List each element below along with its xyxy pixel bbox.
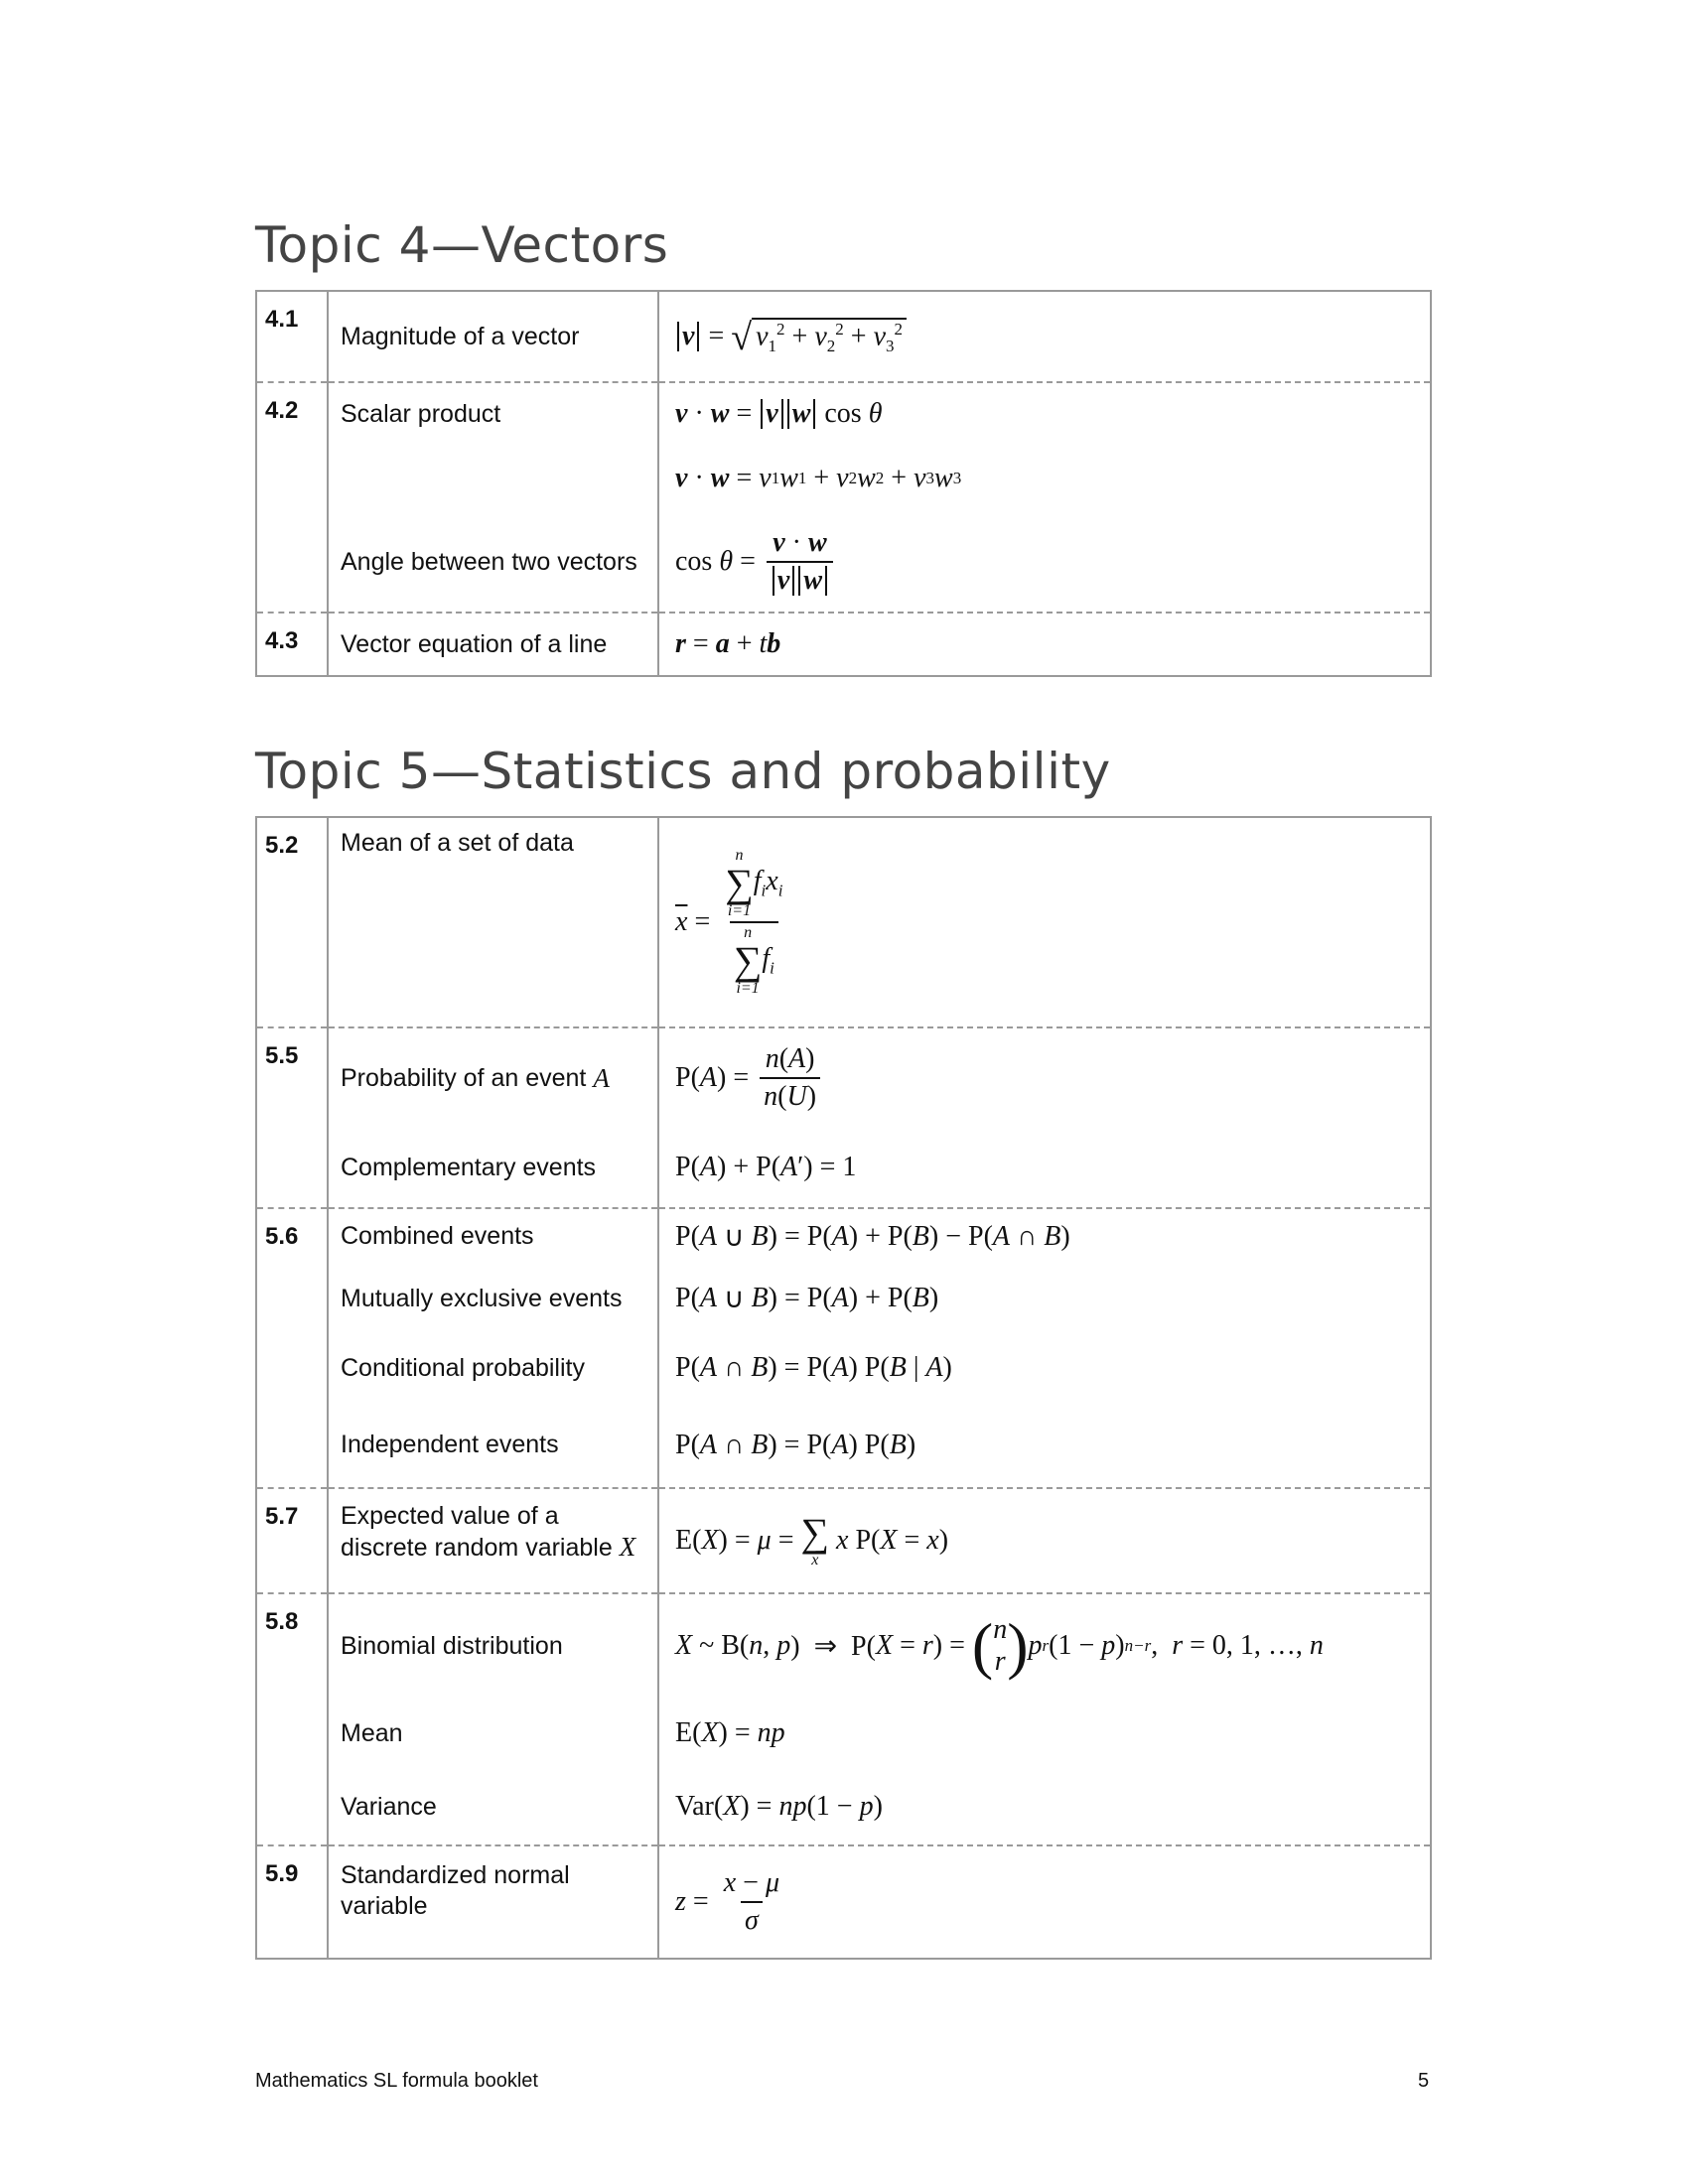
table-row <box>256 1488 1431 1593</box>
angle-formula: cos θ = $\frac{v \cdot w}{\text{v w}}$ <box>659 512 1430 612</box>
table-row <box>256 1208 1431 1488</box>
section-number: 5.2 <box>265 832 299 859</box>
mutually-exclusive-formula: P( A ∪ B ) = P( A ) + P( B ) <box>675 1283 939 1314</box>
magnitude-formula: v = √ $v_1^2 + v_2^2 + v_3^2$ <box>659 292 1430 381</box>
row-label: Variance <box>341 1792 437 1821</box>
row-label: Mean of a set of data <box>341 828 574 857</box>
section-number: 5.6 <box>265 1223 299 1250</box>
row-label: Combined events <box>341 1222 534 1250</box>
section-number: 5.7 <box>265 1503 299 1530</box>
mean-formula: $\overline{x}$ = n ∑ i=1 $f_ix_i$ n ∑ i=1 $f_i$ <box>675 847 783 997</box>
expected-value-formula: E( X ) = μ = ∑ x x P( X = x ) <box>675 1510 949 1569</box>
table-row <box>256 1593 1431 1845</box>
table-row <box>256 291 1431 382</box>
independent-events-formula: P( A ∩ B ) = P( A ) P( B ) <box>675 1429 916 1460</box>
table-row <box>256 613 1431 676</box>
page-number: 5 <box>1418 2070 1430 2092</box>
row-label: Independent events <box>341 1431 559 1458</box>
row-label: Scalar product <box>341 399 501 428</box>
row-label: Expected value of a discrete random variable X <box>341 1502 636 1562</box>
topic-4-heading: Topic 4—Vectors <box>255 216 669 274</box>
row-label: Magnitude of a vector <box>341 322 580 350</box>
table-row <box>256 1027 1431 1208</box>
row-label: Complementary events <box>341 1153 597 1181</box>
line-equation-formula: r = a + t b <box>675 628 781 659</box>
probability-formula: P( A ) = $\frac{n(A)}{n(U)}$ <box>659 1028 1430 1128</box>
row-label: Conditional probability <box>341 1353 585 1382</box>
scalar-product-components-formula: v · w = v 1 w 1 + v 2 w 2 + v 3 w 3 <box>675 463 962 493</box>
section-number: 4.2 <box>265 397 299 424</box>
footer-booklet-title: Mathematics SL formula booklet <box>255 2070 538 2092</box>
statistics-table <box>255 816 1432 1960</box>
section-number: 4.3 <box>265 627 299 654</box>
row-label: Mutually exclusive events <box>341 1284 623 1312</box>
row-label: Vector equation of a line <box>341 629 608 658</box>
conditional-probability-formula: P( A ∩ B ) = P( A ) P( B | A ) <box>675 1352 952 1383</box>
binomial-mean-formula: E( X ) = np <box>675 1717 785 1748</box>
binomial-variance-formula: Var( X ) = np (1 − p ) <box>675 1791 883 1822</box>
row-label: Binomial distribution <box>341 1631 563 1660</box>
section-number: 5.8 <box>265 1608 299 1635</box>
table-row <box>256 382 1431 613</box>
table-row <box>256 817 1431 1027</box>
row-label: Angle between two vectors <box>341 547 637 576</box>
table-row <box>256 1845 1431 1959</box>
section-number: 5.9 <box>265 1860 299 1887</box>
section-number: 4.1 <box>265 306 299 333</box>
row-label: Standardized normal variable <box>341 1861 570 1920</box>
row-label: Mean <box>341 1718 403 1747</box>
combined-events-formula: P( A ∪ B ) = P( A ) + P( B ) − P( A ∩ B ) <box>675 1220 1070 1253</box>
section-number: 5.5 <box>265 1042 299 1069</box>
row-label: Probability of an event A <box>341 1062 610 1093</box>
standardized-normal-formula: z = $\frac{x - \mu}{\sigma}$ <box>675 1867 779 1936</box>
complementary-formula: P( A ) + P( A ′) = 1 <box>675 1152 857 1182</box>
binomial-formula: X ~ B( n , p ) ⇒ P( X = r ) = ( n r ) p r (1 − p ) n−r , r = 0, 1, …, n <box>675 1610 1324 1681</box>
vectors-table <box>255 290 1432 677</box>
topic-5-heading: Topic 5—Statistics and probability <box>255 743 1111 800</box>
scalar-product-formula: v · w = v w cos θ <box>675 398 883 429</box>
